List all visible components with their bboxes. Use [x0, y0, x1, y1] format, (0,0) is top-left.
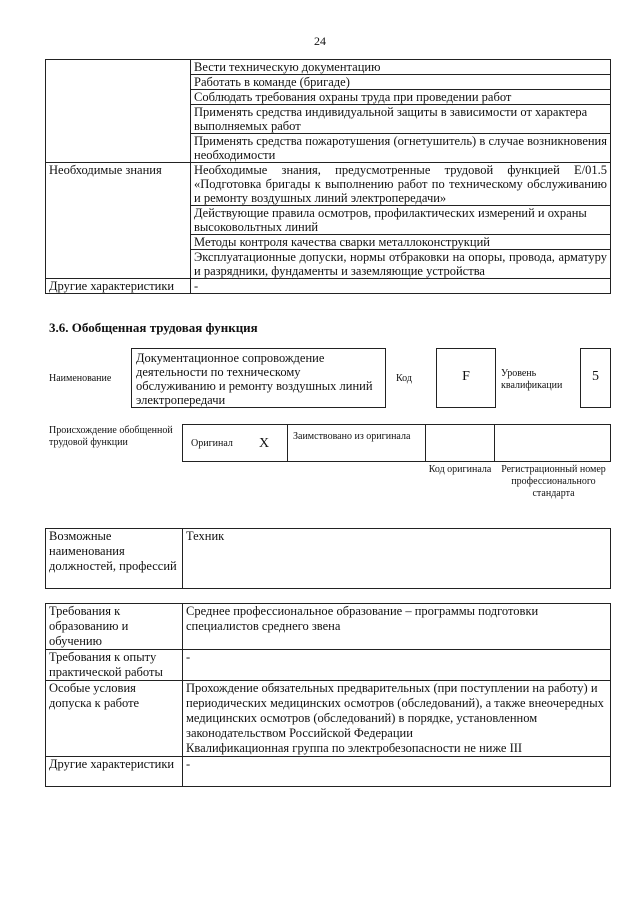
table-row [46, 279, 611, 294]
positions-table [45, 528, 611, 589]
reg-caption: Регистрационный номер профессионального стандарта [501, 464, 606, 499]
requirement-label: Другие характеристики [46, 757, 183, 787]
row-label: Другие характеристики [46, 279, 191, 294]
other-item: - [191, 279, 611, 294]
row-label: Необходимые знания [46, 163, 191, 279]
level-label: Уровень квалификации [501, 368, 563, 391]
table-row [46, 604, 611, 650]
knowledge-item: Действующие правила осмотров, профилактических измерений и охраны высоковольтных линий [191, 206, 611, 235]
divider [425, 425, 426, 461]
table-row [46, 650, 611, 681]
original-mark: X [259, 436, 270, 451]
name-label: Наименование [49, 373, 112, 384]
table-row [46, 681, 611, 757]
code-label: Код [396, 373, 412, 384]
skill-item: Вести техническую документацию [191, 60, 611, 75]
divider [494, 425, 495, 461]
table-row [46, 529, 611, 589]
requirement-label: Требования к опыту практической работы [46, 650, 183, 681]
requirement-value [183, 681, 611, 757]
original-label: Оригинал [191, 438, 233, 449]
skill-item: Работать в команде (бригаде) [191, 75, 611, 90]
requirement-line: Прохождение обязательных предварительных (при поступлении на работу) и периодических медицинских осмотров (обследований), а также внеочередных медицинских осмотров (обследований) в порядке, установленном законодательством Российской Федерации [186, 681, 604, 740]
requirement-value: - [183, 650, 611, 681]
function-name: Документационное сопровождение деятельности по техническому обслуживанию и ремонту воздушных линий электропередачи [131, 348, 386, 408]
positions-value: Техник [183, 529, 611, 589]
row-label [46, 60, 191, 163]
table-row [46, 163, 611, 206]
knowledge-item: Эксплуатационные допуски, нормы отбраковки на опоры, провода, арматуру и разрядники, фундаменты и заземляющие устройства [191, 250, 611, 279]
page-number: 24 [314, 34, 326, 48]
qualification-level: 5 [580, 348, 611, 408]
code-caption: Код оригинала [428, 464, 492, 475]
section-heading: 3.6. Обобщенная трудовая функция [49, 320, 258, 335]
table-row [46, 60, 611, 75]
function-code: F [436, 348, 496, 408]
requirements-table [45, 603, 611, 787]
table-row [46, 757, 611, 787]
requirement-label: Требования к образованию и обучению [46, 604, 183, 650]
requirement-line: Квалификационная группа по электробезопасности не ниже III [186, 741, 523, 755]
requirement-label: Особые условия допуска к работе [46, 681, 183, 757]
origin-label: Происхождение обобщенной трудовой функции [49, 425, 173, 448]
skill-item: Соблюдать требования охраны труда при проведении работ [191, 90, 611, 105]
divider [287, 425, 288, 461]
skill-item: Применять средства индивидуальной защиты в зависимости от характера выполняемых работ [191, 105, 611, 134]
borrowed-label: Заимствовано из оригинала [293, 431, 411, 442]
requirement-value: Среднее профессиональное образование – программы подготовки специалистов среднего звена [183, 604, 611, 650]
skill-item: Применять средства пожаротушения (огнетушитель) в случае возникновения необходимости [191, 134, 611, 163]
requirement-value: - [183, 757, 611, 787]
knowledge-item: Необходимые знания, предусмотренные трудовой функцией E/01.5 «Подготовка бригады к выполнению работ по техническому обслуживанию и ремонту воздушных линий электропередачи» [191, 163, 611, 206]
positions-label: Возможные наименования должностей, профессий [46, 529, 183, 589]
knowledge-item: Методы контроля качества сварки металлоконструкций [191, 235, 611, 250]
skills-knowledge-table [45, 59, 611, 294]
origin-box [182, 424, 611, 462]
